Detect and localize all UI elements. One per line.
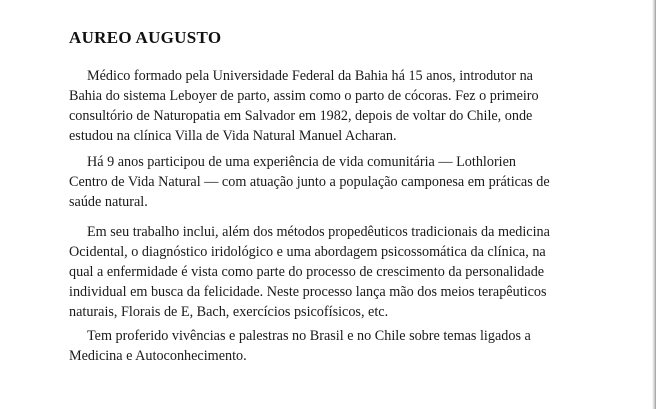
text-line: Medicina e Autoconhecimento.	[69, 348, 247, 364]
paragraph-lectures	[69, 326, 629, 366]
text-line: saúde natural.	[69, 194, 148, 210]
text-line: Há 9 anos participou de uma experiência de vida comunitária — Lothlorien	[87, 154, 517, 170]
text-line: Bahia do sistema Leboyer de parto, assim como o parto de cócoras. Fez o primeiro	[69, 88, 539, 104]
text-line: Tem proferido vivências e palestras no Brasil e no Chile sobre temas ligados a	[87, 328, 531, 344]
text-line: consultório de Naturopatia em Salvador em 1982, depois de voltar do Chile, onde	[69, 108, 533, 124]
text-line: individual em busca da felicidade. Neste processo lança mão dos meios terapêuticos	[69, 284, 547, 300]
text-line: qual a enfermidade é vista como parte do processo de crescimento da personalidade	[69, 264, 545, 280]
paragraph-education	[69, 66, 629, 146]
text-line: naturais, Florais de E, Bach, exercícios psicofísicos, etc.	[69, 304, 389, 320]
text-line: Em seu trabalho inclui, além dos métodos propedêuticos tradicionais da medicina	[87, 224, 550, 240]
scan-edge-shadow	[652, 0, 656, 409]
text-line: Médico formado pela Universidade Federal da Bahia há 15 anos, introdutor na	[87, 68, 533, 84]
text-line: estudou na clínica Villa de Vida Natural Manuel Acharan.	[69, 128, 397, 144]
text-line: Ocidental, o diagnóstico iridológico e uma abordagem psicossomática da clínica, na	[69, 244, 546, 260]
text-line: Centro de Vida Natural — com atuação junto a população camponesa em práticas de	[69, 174, 550, 190]
author-name-heading: AUREO AUGUSTO	[69, 28, 222, 47]
paragraph-community-experience	[69, 152, 629, 212]
paragraph-methods	[69, 222, 629, 322]
